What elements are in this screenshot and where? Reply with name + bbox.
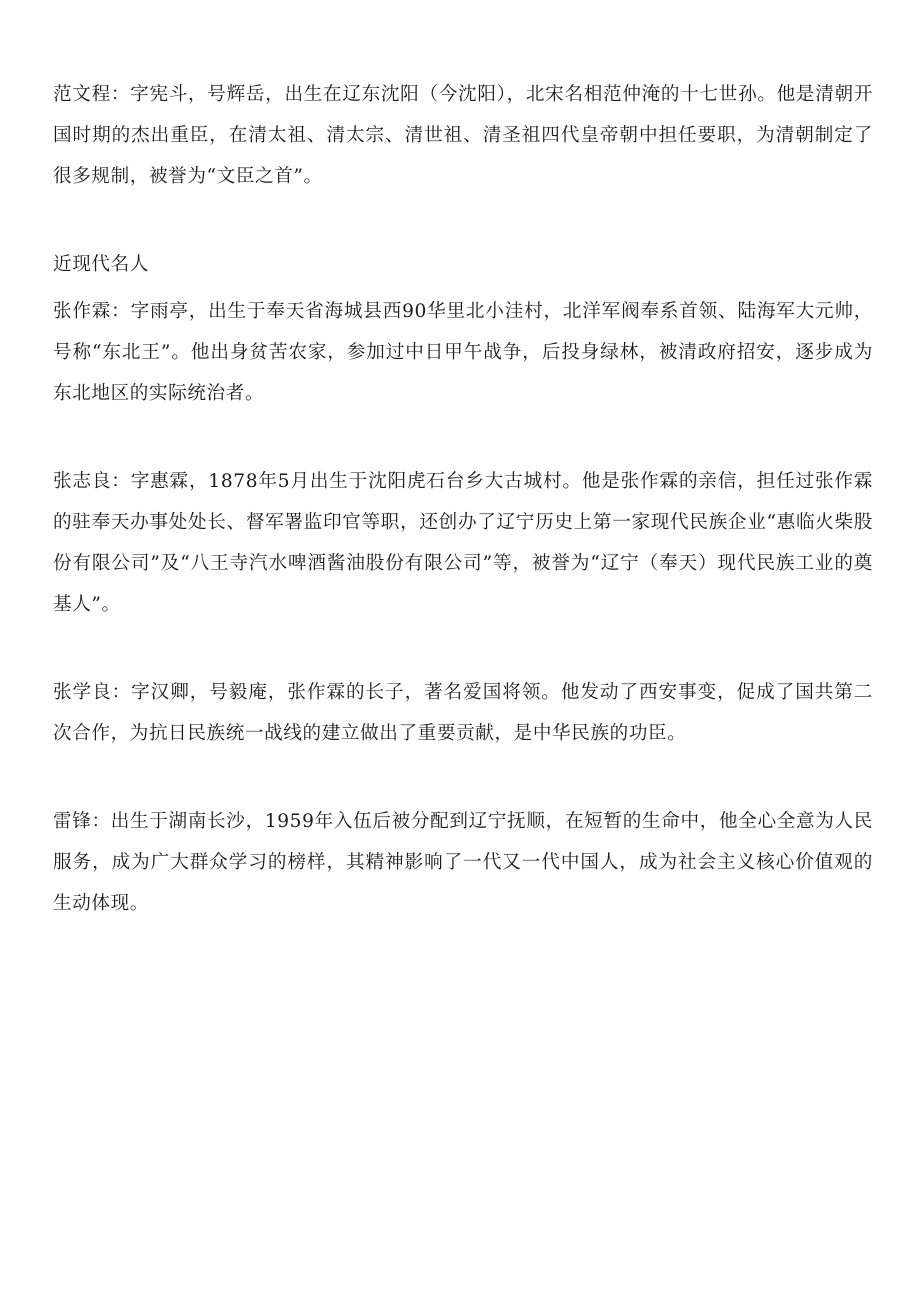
- paragraph-fan-wencheng: 范文程：字宪斗，号辉岳，出生在辽东沈阳（今沈阳），北宋名相范仲淹的十七世孙。他是清朝开国时期的杰出重臣，在清太祖、清太宗、清世祖、清圣祖四代皇帝朝中担任要职，为清朝制定了很多规制，被誉为“文臣之首”。: [53, 84, 873, 187]
- paragraph-zhang-zhiliang: 张志良：字惠霖，1878年5月出生于沈阳虎石台乡大古城村。他是张作霖的亲信，担任过张作霖的驻奉天办事处处长、督军署监印官等职，还创办了辽宁历史上第一家现代民族企业“惠临火柴股份有限公司”及“八王寺汽水啤酒酱油股份有限公司”等，被誉为“辽宁（奉天）现代民族工业的奠基人”。: [53, 471, 873, 615]
- paragraph-gap: [53, 754, 873, 801]
- paragraph-zhang-xueliang: 张学良：字汉卿，号毅庵，张作霖的长子，著名爱国将领。他发动了西安事变，促成了国共第二次合作，为抗日民族统一战线的建立做出了重要贡献，是中华民族的功臣。: [53, 682, 873, 744]
- paragraph-gap: [53, 625, 873, 672]
- paragraph-lei-feng: 雷锋：出生于湖南长沙，1959年入伍后被分配到辽宁抚顺，在短暂的生命中，他全心全意为人民服务，成为广大群众学习的榜样，其精神影响了一代又一代中国人，成为社会主义核心价值观的生动体现。: [53, 811, 873, 914]
- paragraph-gap: [53, 414, 873, 461]
- section-heading: 近现代名人: [53, 254, 149, 275]
- paragraph-gap: [53, 197, 873, 244]
- document-body: [53, 74, 873, 924]
- paragraph-zhang-zuolin: 张作霖：字雨亭，出生于奉天省海城县西90华里北小洼村，北洋军阀奉系首领、陆海军大元帅，号称“东北王”。他出身贫苦农家，参加过中日甲午战争，后投身绿林，被清政府招安，逐步成为东北地区的实际统治者。: [53, 301, 873, 404]
